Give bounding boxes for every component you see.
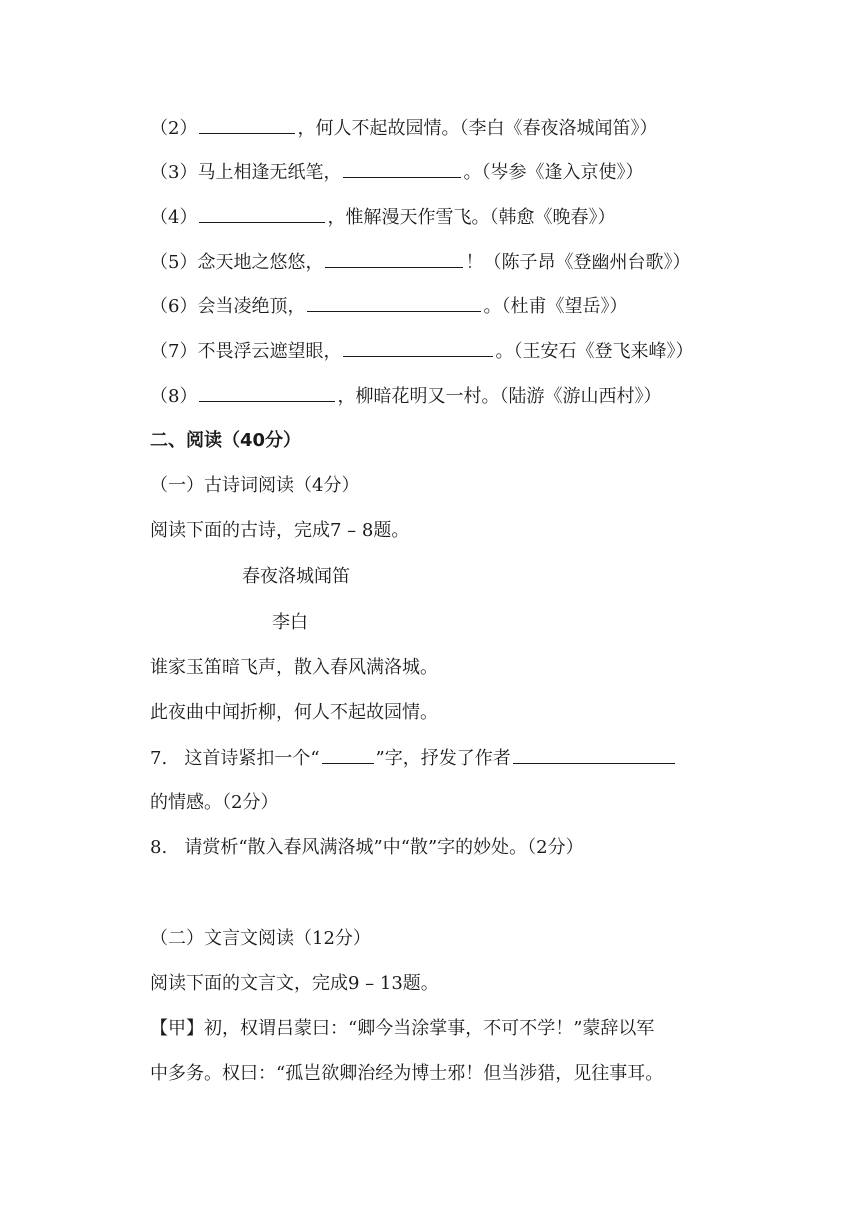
part1-heading: （一）古诗词阅读（4分） (150, 475, 360, 496)
item-text: ，柳暗花明又一村。（陆游《游山西村》） (337, 386, 662, 407)
question-7-line-2: 的情感。（2分） (150, 792, 279, 813)
item-text: 念天地之悠悠， (197, 252, 324, 273)
item-number: （4） (150, 207, 198, 228)
item-text: 不畏浮云遮望眼， (197, 341, 342, 362)
item-number: （2） (150, 118, 198, 139)
fill-blank-2 (150, 113, 657, 143)
item-text: ，何人不起故园情。（李白《春夜洛城闻笛》） (297, 118, 658, 139)
item-text: 马上相逢无纸笔， (197, 162, 342, 183)
item-text: ！（陈子昂《登幽州台歌》） (465, 252, 691, 273)
part1-instruction: 阅读下面的古诗，完成7 – 8题。 (150, 520, 410, 541)
question-8: 8. 请赏析“散入春风满洛城”中“散”字的妙处。（2分） (150, 837, 584, 858)
answer-blank[interactable] (322, 743, 374, 764)
answer-blank[interactable] (199, 113, 295, 134)
part2-heading: （二）文言文阅读（12分） (150, 928, 371, 949)
item-number: （6） (150, 296, 198, 317)
answer-blank[interactable] (343, 336, 493, 357)
poem-author: 李白 (272, 612, 308, 633)
answer-blank[interactable] (199, 381, 335, 402)
answer-blank[interactable] (513, 743, 675, 764)
passage-line-1: 【甲】初，权谓吕蒙曰：“卿今当涂掌事，不可不学！”蒙辞以军 (150, 1018, 655, 1039)
fill-blank-4 (150, 202, 615, 232)
item-number: （8） (150, 386, 198, 407)
item-text: ，惟解漫天作雪飞。（韩愈《晚春》） (327, 207, 616, 228)
fill-blank-6 (150, 291, 627, 321)
poem-line-2: 此夜曲中闻折柳，何人不起故园情。 (150, 702, 438, 723)
fill-blank-3 (150, 157, 643, 187)
question-7-prefix: 7. 这首诗紧扣一个“ (150, 748, 320, 769)
fill-blank-7 (150, 336, 693, 366)
answer-blank[interactable] (325, 247, 463, 268)
answer-blank[interactable] (307, 291, 481, 312)
section-heading: 二、阅读（40分） (150, 430, 302, 451)
item-number: （3） (150, 162, 198, 183)
passage-line-2: 中多务。权曰：“孤岂欲卿治经为博士邪！但当涉猎，见往事耳。 (150, 1063, 664, 1084)
fill-blank-5 (150, 247, 690, 277)
item-number: （5） (150, 252, 198, 273)
part2-instruction: 阅读下面的文言文，完成9 – 13题。 (150, 973, 439, 994)
item-number: （7） (150, 341, 198, 362)
item-text: 会当凌绝顶， (197, 296, 306, 317)
answer-blank[interactable] (199, 202, 325, 223)
item-text: 。（杜甫《望岳》） (483, 296, 628, 317)
item-text: 。（王安石《登飞来峰》） (495, 341, 694, 362)
question-7-middle: ”字，抒发了作者 (375, 748, 511, 769)
answer-blank[interactable] (343, 157, 461, 178)
poem-title: 春夜洛城闻笛 (242, 566, 350, 587)
question-7 (150, 743, 677, 773)
poem-line-1: 谁家玉笛暗飞声，散入春风满洛城。 (150, 657, 438, 678)
item-text: 。（岑参《逢入京使》） (463, 162, 644, 183)
fill-blank-8 (150, 381, 661, 411)
